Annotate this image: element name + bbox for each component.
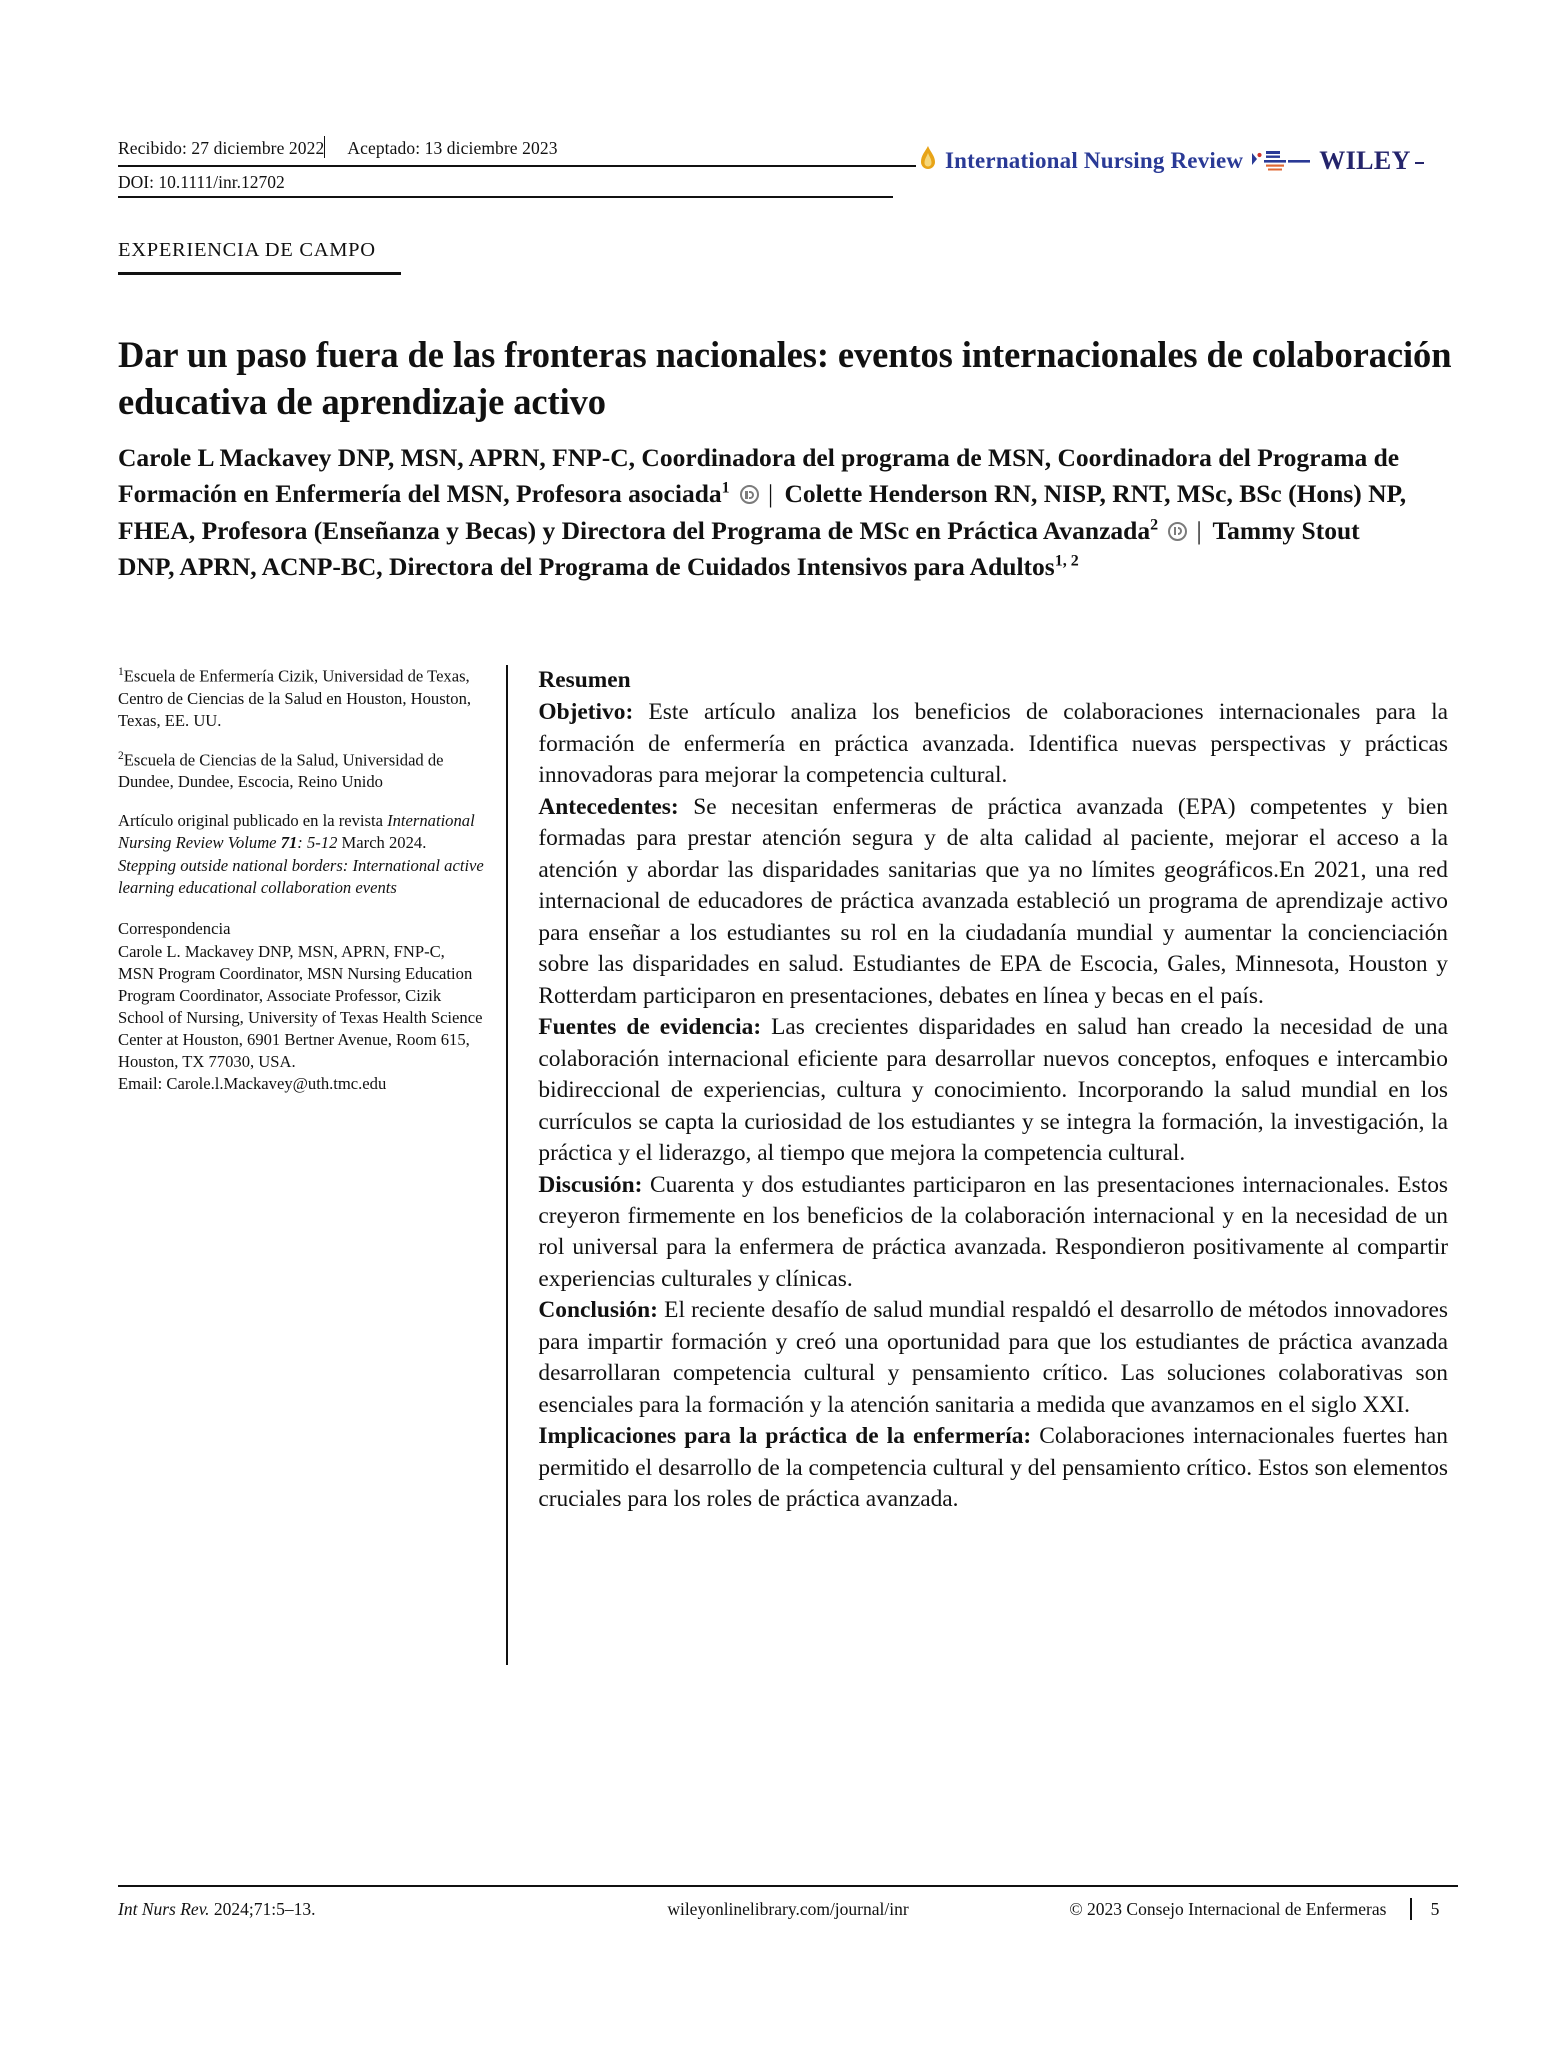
abstract-section xyxy=(538,1012,1448,1169)
rule-under-article-type xyxy=(118,272,401,275)
abstract-section-text: El reciente desafío de salud mundial respaldó el desarrollo de métodos innovadores para impartir formación y creó una oportunidad para que los estudiantes de práctica avanzada desarrollaran competencia cultural y pensamiento crítico. Las soluciones colaborativas son esenciales para la formación y la atención sanitaria a medida que avanzamos en el siglo XXI. xyxy=(538,1297,1448,1418)
flame-icon xyxy=(918,146,938,176)
author-list xyxy=(118,440,1418,586)
icn-emblem-icon xyxy=(1250,148,1312,174)
article-type-label: EXPERIENCIA DE CAMPO xyxy=(118,239,376,261)
sidebar-column xyxy=(118,665,506,1665)
rule-under-doi xyxy=(118,196,893,198)
author-affil-ref-2: 2 xyxy=(1150,516,1159,534)
origref-pages: : 5-12 xyxy=(297,833,342,853)
publication-dates xyxy=(118,136,878,159)
abstract-heading: Resumen xyxy=(538,667,631,693)
abstract-section xyxy=(538,1170,1448,1296)
origref-journal: International Nursing Review Volume xyxy=(118,811,475,853)
email-address[interactable]: Carole.l.Mackavey@uth.tmc.edu xyxy=(166,1074,387,1094)
origref-volume: 71 xyxy=(280,833,298,853)
orcid-icon[interactable] xyxy=(740,485,759,504)
origref-lead: Artículo original publicado en la revista xyxy=(118,811,388,831)
abstract-section xyxy=(538,697,1448,791)
rule-under-dates xyxy=(118,165,893,167)
author-separator: | xyxy=(768,479,774,509)
journal-name: International Nursing Review xyxy=(945,148,1244,173)
affiliation-2 xyxy=(118,749,484,794)
abstract-section-label: Discusión: xyxy=(538,1171,643,1198)
affiliation-2-marker: 2 xyxy=(118,749,124,762)
journal-logo xyxy=(918,146,1424,176)
footer-copyright: © 2023 Consejo Internacional de Enfermeras xyxy=(1069,1898,1387,1919)
publisher-wordmark: WILEY xyxy=(1319,146,1424,176)
affiliation-1-marker: 1 xyxy=(118,666,124,678)
doi-text[interactable]: DOI: 10.1111/inr.12702 xyxy=(118,172,285,192)
footer-citation-detail: 2024;71:5–13. xyxy=(209,1898,316,1919)
accepted-date: Aceptado: 13 diciembre 2023 xyxy=(347,138,558,158)
abstract-section-label: Antecedentes: xyxy=(538,793,679,820)
origref-title: Stepping outside national borders: International active learning educational collaboration events xyxy=(118,855,484,897)
rule-above-footer xyxy=(118,1885,1458,1887)
footer-citation xyxy=(118,1899,548,1920)
received-date: Recibido: 27 diciembre 2022 xyxy=(118,138,325,158)
origref-date: March 2024. xyxy=(341,833,427,853)
wiley-dash xyxy=(1415,162,1424,164)
affiliation-2-text: Escuela de Ciencias de la Salud, Universidad de Dundee, Dundee, Escocia, Reino Unido xyxy=(118,750,444,792)
affiliation-1 xyxy=(118,665,484,732)
footer-right xyxy=(1028,1898,1458,1920)
author-affil-ref-3: 1, 2 xyxy=(1054,552,1079,570)
author-name-3: Tammy Stout DNP, APRN, ACNP-BC, Directora del Programa de Cuidados Intensivos para Adultos xyxy=(118,515,1360,582)
affiliation-1-text: Escuela de Enfermería Cizik, Universidad de Texas, Centro de Ciencias de la Salud en Houston, Houston, Texas, EE. UU. xyxy=(118,666,472,730)
abstract-section-text: Las crecientes disparidades en salud han creado la necesidad de una colaboración internacional eficiente para desarrollar nuevos conceptos, enfoques e intercambio bidireccional de experiencias, cultura y conocimiento. Incorporando la salud mundial en los currículos se capta la curiosidad de los estudiantes y se integra la formación, la investigación, la práctica y el liderazgo, al tiempo que mejora la competencia cultural. xyxy=(538,1014,1448,1167)
logo-leading-rule xyxy=(888,165,916,167)
abstract-section-text: Este artículo analiza los beneficios de colaboraciones internacionales para la formación de enfermería en práctica avanzada. Identifica nuevas perspectivas y prácticas innovadoras para mejorar la competencia cultural. xyxy=(538,699,1448,789)
footer-citation-journal: Int Nurs Rev. xyxy=(118,1898,210,1919)
abstract-section xyxy=(538,792,1448,1012)
abstract-section-text: Se necesitan enfermeras de práctica avanzada (EPA) competentes y bien formadas para prestar atención segura y de alta calidad al paciente, mejorar el acceso a la atención y abordar las disparidades sanitarias que ya no límites geográficos.En 2021, una red internacional de educadores de práctica avanzada estableció un programa de aprendizaje activo para enseñar a los estudiantes su rol en la ciudadanía mundial y aumentar la concienciación sobre las disparidades en salud. Estudiantes de EPA de Escocia, Gales, Minnesota, Houston y Rotterdam participaron en presentaciones, debates en línea y becas en el país. xyxy=(538,793,1448,1009)
author-name-2: Colette Henderson RN, NISP, RNT, MSc, BSc (Hons) NP, FHEA, Profesora (Enseñanza y Becas) y Directora del Programa de MSc en Práctica Avanzada xyxy=(118,479,1407,545)
abstract-section-label: Objetivo: xyxy=(538,699,634,726)
abstract-section-text: Colaboraciones internacionales fuertes han permitido el desarrollo de la competencia cultural y del pensamiento crítico. Estos son elementos cruciales para los roles de práctica avanzada. xyxy=(538,1423,1448,1513)
abstract-section xyxy=(538,1295,1448,1421)
author-name-1: Carole L Mackavey DNP, MSN, APRN, FNP-C, Coordinadora del programa de MSN, Coordinadora del Programa de Formación en Enfermería del MSN, Profesora asociada xyxy=(118,443,1400,509)
footer-url[interactable]: wileyonlinelibrary.com/journal/inr xyxy=(667,1898,909,1919)
abstract-section-label: Fuentes de evidencia: xyxy=(538,1014,762,1041)
correspondence-address: Carole L. Mackavey DNP, MSN, APRN, FNP-C, MSN Program Coordinator, MSN Nursing Education Program Coordinator, Associate Professor, Cizik School of Nursing, University of Texas Health Science Center at Houston, 6901 Bertner Avenue, Room 615, Houston, TX 77030, USA. xyxy=(118,941,483,1071)
abstract-section-label: Implicaciones para la práctica de la enfermería: xyxy=(538,1423,1032,1450)
page-title: Dar un paso fuera de las fronteras nacionales: eventos internacionales de colaboración educativa de aprendizaje activo xyxy=(118,334,1452,423)
page-footer xyxy=(118,1898,1458,1920)
article-body xyxy=(118,665,1448,1665)
email-label: Email: xyxy=(118,1074,167,1094)
original-article-reference xyxy=(118,810,484,898)
abstract-section-label: Conclusión: xyxy=(538,1297,658,1324)
author-affil-ref-1: 1 xyxy=(721,479,730,497)
abstract-section xyxy=(538,1421,1448,1515)
author-separator: | xyxy=(1196,515,1202,545)
correspondence-heading: Correspondencia xyxy=(118,918,231,938)
page-number: 5 xyxy=(1430,1898,1440,1919)
abstract-column xyxy=(508,665,1448,1665)
abstract-section-text: Cuarenta y dos estudiantes participaron en las presentaciones internacionales. Estos creyeron firmemente en los beneficios de la colaboración internacional y en la necesidad de un rol universal para la enfermera de práctica avanzada. Respondieron positivamente al compartir experiencias culturales y clínicas. xyxy=(538,1171,1448,1292)
correspondence-email-line xyxy=(118,1073,484,1095)
orcid-icon[interactable] xyxy=(1168,522,1187,541)
